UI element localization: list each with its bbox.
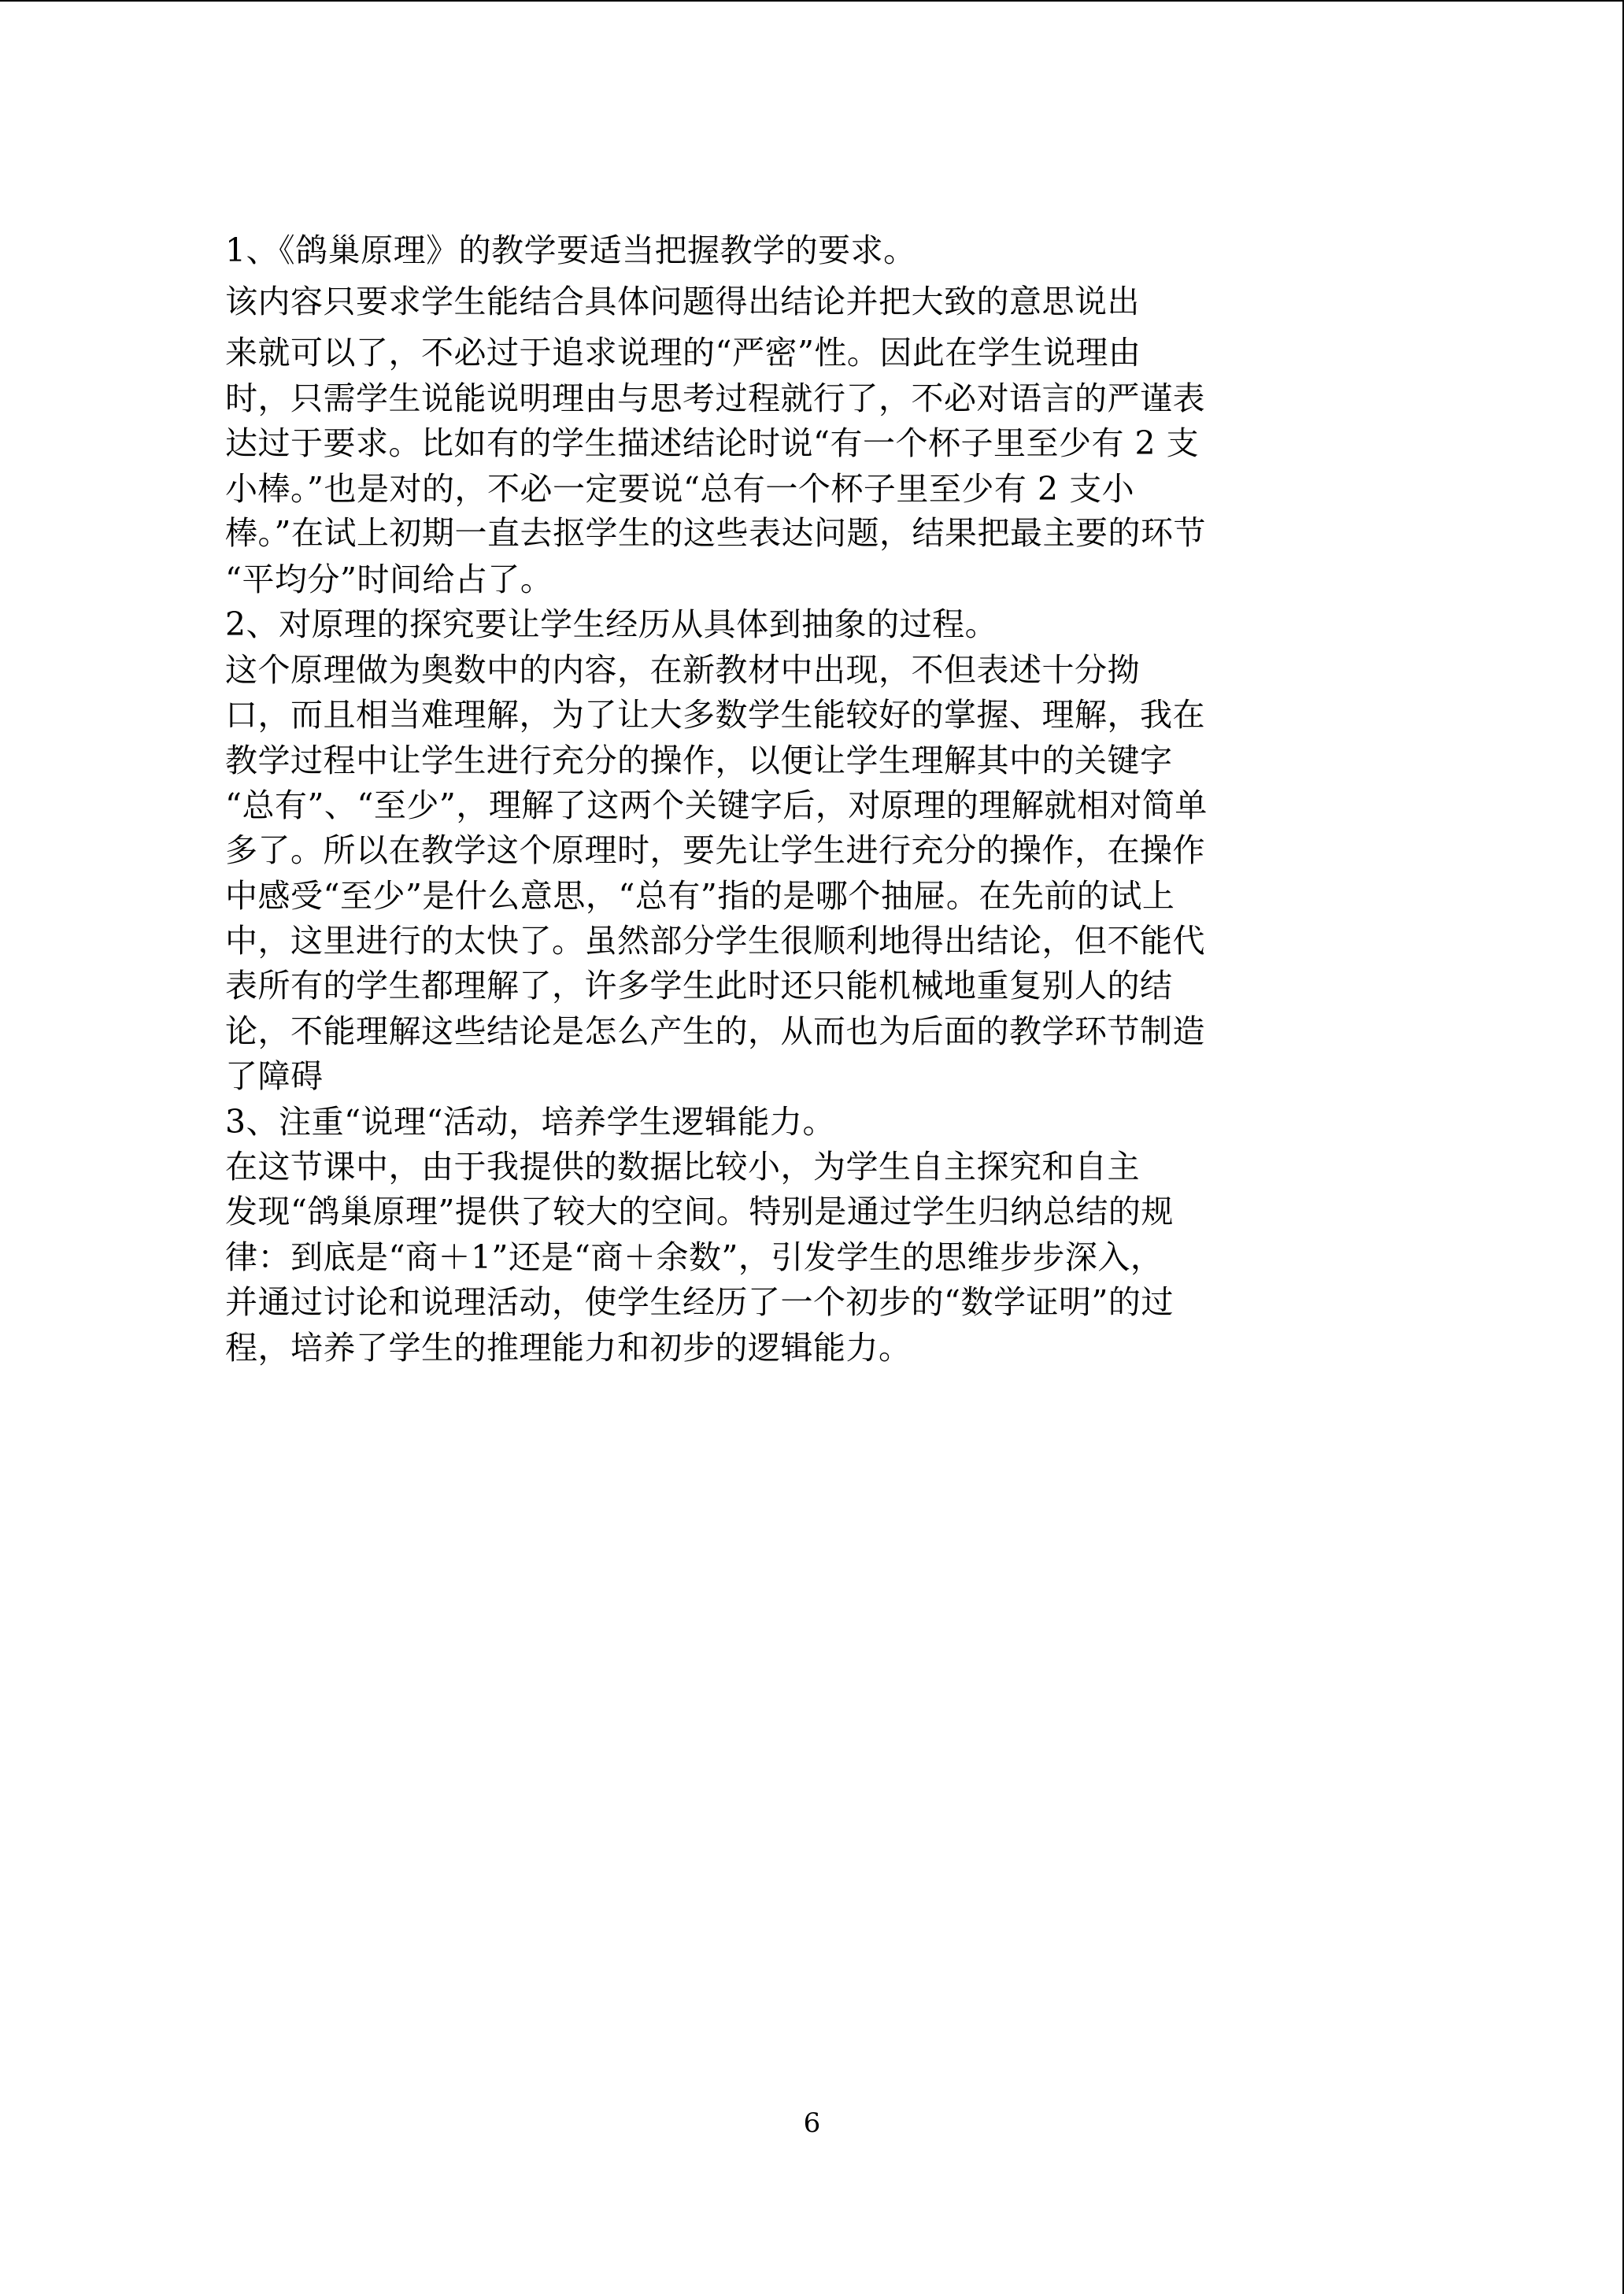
text-line: 棒。”在试上初期一直去抠学生的这些表达问题，结果把最主要的环节 xyxy=(225,514,1206,552)
text-line: 中感受“至少”是什么意思，“总有”指的是哪个抽屉。在先前的试上 xyxy=(225,877,1175,915)
text-line: “平均分”时间给占了。 xyxy=(225,561,553,598)
text-line: 3、注重“说理“活动，培养学生逻辑能力。 xyxy=(225,1103,836,1141)
text-line: 该内容只要求学生能结合具体问题得出结论并把大致的意思说出 xyxy=(225,283,1140,320)
page-number: 6 xyxy=(803,2107,821,2139)
text-line: 1、《鸽巢原理》的教学要适当把握教学的要求。 xyxy=(225,231,916,269)
text-line: 中，这里进行的太快了。虽然部分学生很顺利地得出结论，但不能代 xyxy=(225,922,1205,960)
text-line: 多了。所以在教学这个原理时，要先让学生进行充分的操作，在操作 xyxy=(225,831,1205,869)
text-line: 并通过讨论和说理活动，使学生经历了一个初步的“数学证明”的过 xyxy=(225,1283,1174,1321)
text-line: 达过于要求。比如有的学生描述结论时说“有一个杯子里至少有 2 支 xyxy=(225,424,1200,462)
text-line: 口，而且相当难理解，为了让大多数学生能较好的掌握、理解，我在 xyxy=(225,696,1205,734)
text-line: 来就可以了，不必过于追求说理的“严密”性。因此在学生说理由 xyxy=(225,334,1141,372)
text-line: 这个原理做为奥数中的内容，在新教材中出现，不但表述十分拗 xyxy=(225,651,1140,689)
text-line: 论，不能理解这些结论是怎么产生的，从而也为后面的教学环节制造 xyxy=(225,1012,1205,1050)
text-line: 在这节课中，由于我提供的数据比较小，为学生自主探究和自主 xyxy=(225,1148,1140,1186)
text-line: 教学过程中让学生进行充分的操作，以便让学生理解其中的关键字 xyxy=(225,742,1173,779)
text-line: 时，只需学生说能说明理由与思考过程就行了，不必对语言的严谨表 xyxy=(225,379,1205,417)
text-line: 小棒。”也是对的，不必一定要说“总有一个杯子里至少有 2 支小 xyxy=(225,470,1135,508)
text-line: 发现“鸽巢原理”提供了较大的空间。特别是通过学生归纳总结的规 xyxy=(225,1193,1174,1230)
text-line: 了障碍 xyxy=(225,1057,324,1095)
text-line: 程，培养了学生的推理能力和初步的逻辑能力。 xyxy=(225,1329,912,1367)
text-line: 2、对原理的探究要让学生经历从具体到抽象的过程。 xyxy=(225,605,998,643)
page-border-top xyxy=(0,0,1624,2)
text-line: 表所有的学生都理解了，许多学生此时还只能机械地重复别人的结 xyxy=(225,967,1173,1005)
text-line: “总有”、“至少”，理解了这两个关键字后，对原理的理解就相对简单 xyxy=(225,786,1208,824)
text-line: 律：到底是“商＋1”还是“商＋余数”，引发学生的思维步步深入， xyxy=(225,1238,1163,1276)
